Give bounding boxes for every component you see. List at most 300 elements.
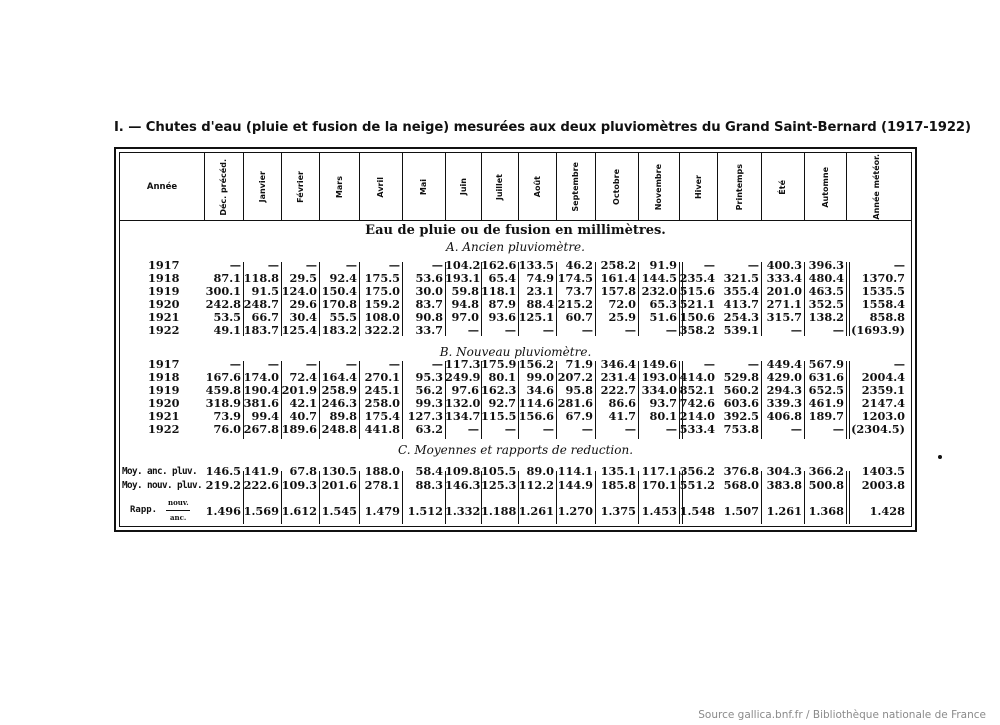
table-cell: — [504,322,516,337]
row-label: Moy. nouv. pluv. [122,480,202,491]
table-cell: 304.3 [766,464,802,478]
table-cell: 413.7 [723,296,759,311]
year-label: 1918 [148,270,180,285]
table-cell: — [431,357,443,371]
ratio-numerator: nouv. [168,498,189,507]
table-cell: 603.6 [723,395,759,410]
table-cell: 89.0 [526,464,554,478]
table-cell: 529.8 [723,369,759,384]
table-cell: 521.1 [679,296,715,311]
table-cell: 219.2 [205,478,241,492]
table-cell: 132.0 [445,395,481,410]
table-cell: 258.0 [364,395,400,410]
table-cell: 2004.4 [861,369,905,384]
table-cell: 346.4 [600,357,636,371]
header-col-7 [481,155,518,219]
header-col-label-9: Septembre [571,162,580,212]
header-col-line [804,153,805,220]
table-cell: — [467,322,479,337]
table-cell: 175.4 [364,408,400,423]
table-cell: 162.3 [481,382,517,397]
table-cell: 753.8 [723,421,759,436]
table-cell: 174.0 [243,369,279,384]
table-cell: 183.7 [243,322,279,337]
table-cell: 258.9 [321,382,357,397]
table-cell: 568.0 [723,478,759,492]
table-cell: 66.7 [251,309,279,324]
table-cell: 73.7 [565,283,593,298]
table-cell: 222.7 [600,382,636,397]
table-cell: (2304.5) [851,421,905,436]
table-cell: 215.2 [557,296,593,311]
table-cell: 254.3 [723,309,759,324]
header-divider [120,220,911,221]
table-cell: 231.4 [600,369,636,384]
main-heading: Eau de pluie ou de fusion en millimètres. [365,223,666,238]
table-cell: 463.5 [808,283,844,298]
table-cell: 193.0 [641,369,677,384]
header-col-16 [846,155,907,219]
table-cell: 381.6 [243,395,279,410]
table-cell: 93.6 [488,309,516,324]
table-cell: — [747,258,759,272]
table-cell: — [832,322,844,337]
table-cell: 89.8 [329,408,357,423]
table-cell: 315.7 [766,309,802,324]
section-b-heading: B. Nouveau pluviomètre. [439,345,592,359]
table-cell: 23.1 [526,283,554,298]
table-cell: 34.6 [526,382,554,397]
table-cell: 73.9 [213,408,241,423]
table-cell: 392.5 [723,408,759,423]
table-cell: 115.5 [481,408,517,423]
table-cell: 117.3 [445,357,481,371]
table-cell: 352.5 [808,296,844,311]
header-annee [120,155,204,219]
header-col-label-16: Année météor. [872,154,881,220]
ratio-label [130,498,200,524]
header-col-4 [359,155,402,219]
table-cell: — [790,421,802,436]
table-cell: 53.6 [415,270,443,285]
table-cell: — [832,421,844,436]
header-col-label-10: Octobre [612,169,621,205]
table-cell: 141.9 [243,464,279,478]
table-cell: 1370.7 [861,270,905,285]
table-cell: 46.2 [565,258,593,272]
table-cell: 29.6 [289,296,317,311]
table-cell: 376.8 [723,464,759,478]
year-label: 1919 [148,283,180,298]
table-cell: 339.3 [766,395,802,410]
table-cell: — [624,322,636,337]
table-cell: 60.7 [565,309,593,324]
table-cell: 461.9 [808,395,844,410]
table-cell: 146.5 [205,464,241,478]
table-cell: 459.8 [205,382,241,397]
table-cell: 383.8 [766,478,802,492]
header-annee-label: Année [146,182,178,192]
header-col-label-3: Mars [334,175,344,199]
year-label: 1921 [148,408,180,423]
table-cell: 91.9 [649,258,677,272]
table-cell: 429.0 [766,369,802,384]
table-cell: 118.1 [481,283,517,298]
table-cell: 105.5 [481,464,517,478]
year-label: 1919 [148,382,180,397]
header-col-line [204,153,205,220]
header-col-label-2: Février [295,171,305,203]
table-cell: 539.1 [723,322,759,337]
header-col-line [846,153,847,220]
table-cell: 1535.5 [861,283,905,298]
table-cell: 67.9 [565,408,593,423]
table-cell: 97.0 [451,309,479,324]
table-cell: 175.5 [364,270,400,285]
section-a-heading: A. Ancien pluviomètre. [446,240,585,254]
table-cell: — [790,322,802,337]
header-col-line [761,153,762,220]
header-col-label-8: Août [532,176,542,198]
table-cell: — [388,357,400,371]
table-cell: 185.8 [600,478,636,492]
header-col-line [319,153,320,220]
table-cell: 858.8 [869,309,905,324]
table-cell: 88.4 [526,296,554,311]
table-cell: — [345,258,357,272]
header-col-13 [717,155,761,219]
table-cell: 235.4 [679,270,715,285]
table-cell: 29.5 [289,270,317,285]
table-cell: 201.6 [321,478,357,492]
table-cell: 400.3 [766,258,802,272]
table-cell: 207.2 [557,369,593,384]
table-cell: 652.5 [808,382,844,397]
table-cell: — [542,322,554,337]
table-cell: 83.7 [415,296,443,311]
table-cell: 125.1 [518,309,554,324]
header-col-10 [595,155,638,219]
table-cell: 164.4 [321,369,357,384]
year-label: 1922 [148,421,180,436]
table-cell: 90.8 [415,309,443,324]
table-cell: 144.9 [557,478,593,492]
table-cell: 248.7 [243,296,279,311]
table-cell: 174.5 [557,270,593,285]
header-col-line [717,153,718,220]
table-cell: 133.5 [518,258,554,272]
table-cell: — [229,258,241,272]
table-cell: (1693.9) [851,322,905,337]
table-cell: 25.9 [608,309,636,324]
table-cell: 222.6 [243,478,279,492]
table-cell: 175.0 [364,283,400,298]
table-cell: 87.9 [488,296,516,311]
table-cell: 99.3 [415,395,443,410]
table-cell: 86.6 [608,395,636,410]
header-col-label-11: Novembre [654,163,663,211]
table-cell: 358.2 [679,322,715,337]
table-cell: 414.0 [679,369,715,384]
section-c-heading: C. Moyennes et rapports de reduction. [397,443,634,457]
table-cell: 1.261 [766,504,802,518]
table-cell: 183.2 [321,322,357,337]
table-cell: — [624,421,636,436]
table-cell: 500.8 [808,478,844,492]
header-col-line [679,153,680,220]
table-cell: — [267,258,279,272]
header-col-line [281,153,282,220]
table-cell: 138.2 [808,309,844,324]
table-cell: 118.8 [243,270,279,285]
table-cell: 333.4 [766,270,802,285]
table-cell: 1.545 [321,504,357,518]
table-cell: 1.548 [679,504,715,518]
table-cell: 249.9 [445,369,481,384]
table-cell: 109.8 [445,464,481,478]
table-cell: — [229,357,241,371]
table-cell: 1.375 [600,504,636,518]
table-cell: 1.332 [445,504,481,518]
table-cell: 144.5 [641,270,677,285]
table-cell: — [893,258,905,272]
table-cell: 71.9 [565,357,593,371]
table-cell: 150.6 [679,309,715,324]
table-cell: 232.0 [641,283,677,298]
table-cell: 1.188 [481,504,517,518]
table-cell: 356.2 [679,464,715,478]
table-cell: 108.0 [364,309,400,324]
table-cell: 2003.8 [861,478,905,492]
table-cell: — [893,357,905,371]
page-title: I. — Chutes d'eau (pluie et fusion de la neige) mesurées aux deux pluviomètres du Grand Saint-Bernard (1917-1922) [114,120,971,135]
header-col-12 [679,155,717,219]
table-cell: 156.2 [518,357,554,371]
table-cell: 1203.0 [861,408,905,423]
table-cell: 114.6 [518,395,554,410]
table-cell: 30.4 [289,309,317,324]
table-cell: 167.6 [205,369,241,384]
table-cell: 134.7 [445,408,481,423]
table-cell: 1.612 [281,504,317,518]
table-cell: 2359.1 [861,382,905,397]
table-cell: 1.496 [205,504,241,518]
table-cell: 1.507 [723,504,759,518]
table-cell: 294.3 [766,382,802,397]
table-cell: 248.8 [321,421,357,436]
table-cell: 480.4 [808,270,844,285]
table-cell: 189.7 [808,408,844,423]
ratio-label-text: Rapp. [130,505,158,515]
table-cell: 1.479 [364,504,400,518]
header-col-line [595,153,596,220]
table-cell: 58.4 [415,464,443,478]
header-col-label-5: Mai [419,178,428,196]
table-cell: — [267,357,279,371]
year-label: 1921 [148,309,180,324]
header-col-0 [204,155,243,219]
table-cell: 56.2 [415,382,443,397]
table-cell: 125.3 [481,478,517,492]
table-cell: 449.4 [766,357,802,371]
table-cell: 742.6 [679,395,715,410]
row-label: Moy. anc. pluv. [122,466,197,477]
table-cell: 80.1 [488,369,516,384]
table-cell: 170.8 [321,296,357,311]
header-col-line [359,153,360,220]
table-cell: 246.3 [321,395,357,410]
table-cell: 406.8 [766,408,802,423]
table-cell: 201.0 [766,283,802,298]
table-cell: 59.8 [451,283,479,298]
header-col-9 [556,155,595,219]
header-col-label-12: Hiver [693,174,703,200]
table-cell: — [345,357,357,371]
header-col-1 [243,155,281,219]
table-cell: 396.3 [808,258,844,272]
table-cell: 201.9 [281,382,317,397]
table-cell: 117.1 [641,464,677,478]
stray-dot [938,455,942,459]
year-label: 1917 [148,357,180,371]
header-col-line [518,153,519,220]
ratio-fraction-bar [166,510,190,511]
year-label: 1918 [148,369,180,384]
table-cell: 189.6 [281,421,317,436]
table-cell: 258.2 [600,258,636,272]
header-col-line [481,153,482,220]
table-cell: 42.1 [289,395,317,410]
table-cell: 149.6 [641,357,677,371]
header-col-6 [445,155,481,219]
year-label: 1922 [148,322,180,337]
table-cell: 852.1 [679,382,715,397]
table-cell: 88.3 [415,478,443,492]
header-col-3 [319,155,359,219]
table-cell: 95.3 [415,369,443,384]
table-cell: — [747,357,759,371]
table-cell: 1558.4 [861,296,905,311]
table-cell: 267.8 [243,421,279,436]
table-cell: 95.8 [565,382,593,397]
table-cell: 162.6 [481,258,517,272]
header-col-line [402,153,403,220]
table-cell: 1.270 [557,504,593,518]
table-cell: 175.9 [481,357,517,371]
table-cell: 40.7 [289,408,317,423]
table-cell: 112.2 [518,478,554,492]
table-cell: 355.4 [723,283,759,298]
table-cell: 560.2 [723,382,759,397]
header-col-2 [281,155,319,219]
table-cell: 109.3 [281,478,317,492]
table-cell: — [467,421,479,436]
table-cell: — [703,357,715,371]
header-col-15 [804,155,846,219]
table-cell: 281.6 [557,395,593,410]
table-cell: 190.4 [243,382,279,397]
header-col-5 [402,155,445,219]
header-col-label-0: Déc. précéd. [219,158,228,216]
table-cell: 271.1 [766,296,802,311]
header-col-14 [761,155,804,219]
table-cell: — [581,421,593,436]
header-col-line [243,153,244,220]
ratio-denominator: anc. [170,513,187,522]
table-cell: 74.9 [526,270,554,285]
table-cell: 1.453 [641,504,677,518]
table-cell: 130.5 [321,464,357,478]
header-col-8 [518,155,556,219]
table-cell: 127.3 [407,408,443,423]
table-cell: — [665,322,677,337]
table-cell: 441.8 [364,421,400,436]
table-cell: 551.2 [679,478,715,492]
table-cell: — [504,421,516,436]
table-cell: 245.1 [364,382,400,397]
header-col-label-6: Juin [458,178,468,196]
table-cell: 334.0 [641,382,677,397]
table-cell: 49.1 [213,322,241,337]
table-cell: 146.3 [445,478,481,492]
table-cell: 159.2 [364,296,400,311]
table-cell: 631.6 [808,369,844,384]
table-cell: 156.6 [518,408,554,423]
source-watermark: Source gallica.bnf.fr / Bibliothèque nationale de France [698,709,986,721]
table-cell: 161.4 [600,270,636,285]
table-cell: 67.8 [289,464,317,478]
table-cell: — [388,258,400,272]
table-cell: 76.0 [213,421,241,436]
table-cell: 94.8 [451,296,479,311]
table-cell: 135.1 [600,464,636,478]
table-cell: 53.5 [213,309,241,324]
table-frame [114,147,917,532]
table-cell: 33.7 [415,322,443,337]
table-cell: 104.2 [445,258,481,272]
header-col-label-1: Janvier [257,171,267,203]
table-cell: 92.7 [488,395,516,410]
table-cell: 170.1 [641,478,677,492]
header-col-label-4: Avril [376,176,385,198]
table-cell: 322.2 [364,322,400,337]
table-cell: — [431,258,443,272]
table-cell: 87.1 [213,270,241,285]
header-col-label-7: Juillet [495,173,504,201]
table-cell: — [305,357,317,371]
year-label: 1917 [148,258,180,272]
table-cell: — [581,322,593,337]
table-cell: 41.7 [608,408,636,423]
header-col-line [556,153,557,220]
table-cell: 278.1 [364,478,400,492]
table-cell: 92.4 [329,270,357,285]
table-cell: 91.5 [251,283,279,298]
table-cell: 270.1 [364,369,400,384]
header-col-line [445,153,446,220]
table-cell: 567.9 [808,357,844,371]
table-cell: 30.0 [415,283,443,298]
table-cell: — [703,258,715,272]
header-col-line [638,153,639,220]
table-cell: 1.512 [407,504,443,518]
table-cell: 80.1 [649,408,677,423]
table-cell: 1403.5 [861,464,905,478]
table-cell: 1.368 [808,504,844,518]
table-cell: 533.4 [679,421,715,436]
table-cell: 2147.4 [861,395,905,410]
table-cell: 93.7 [649,395,677,410]
